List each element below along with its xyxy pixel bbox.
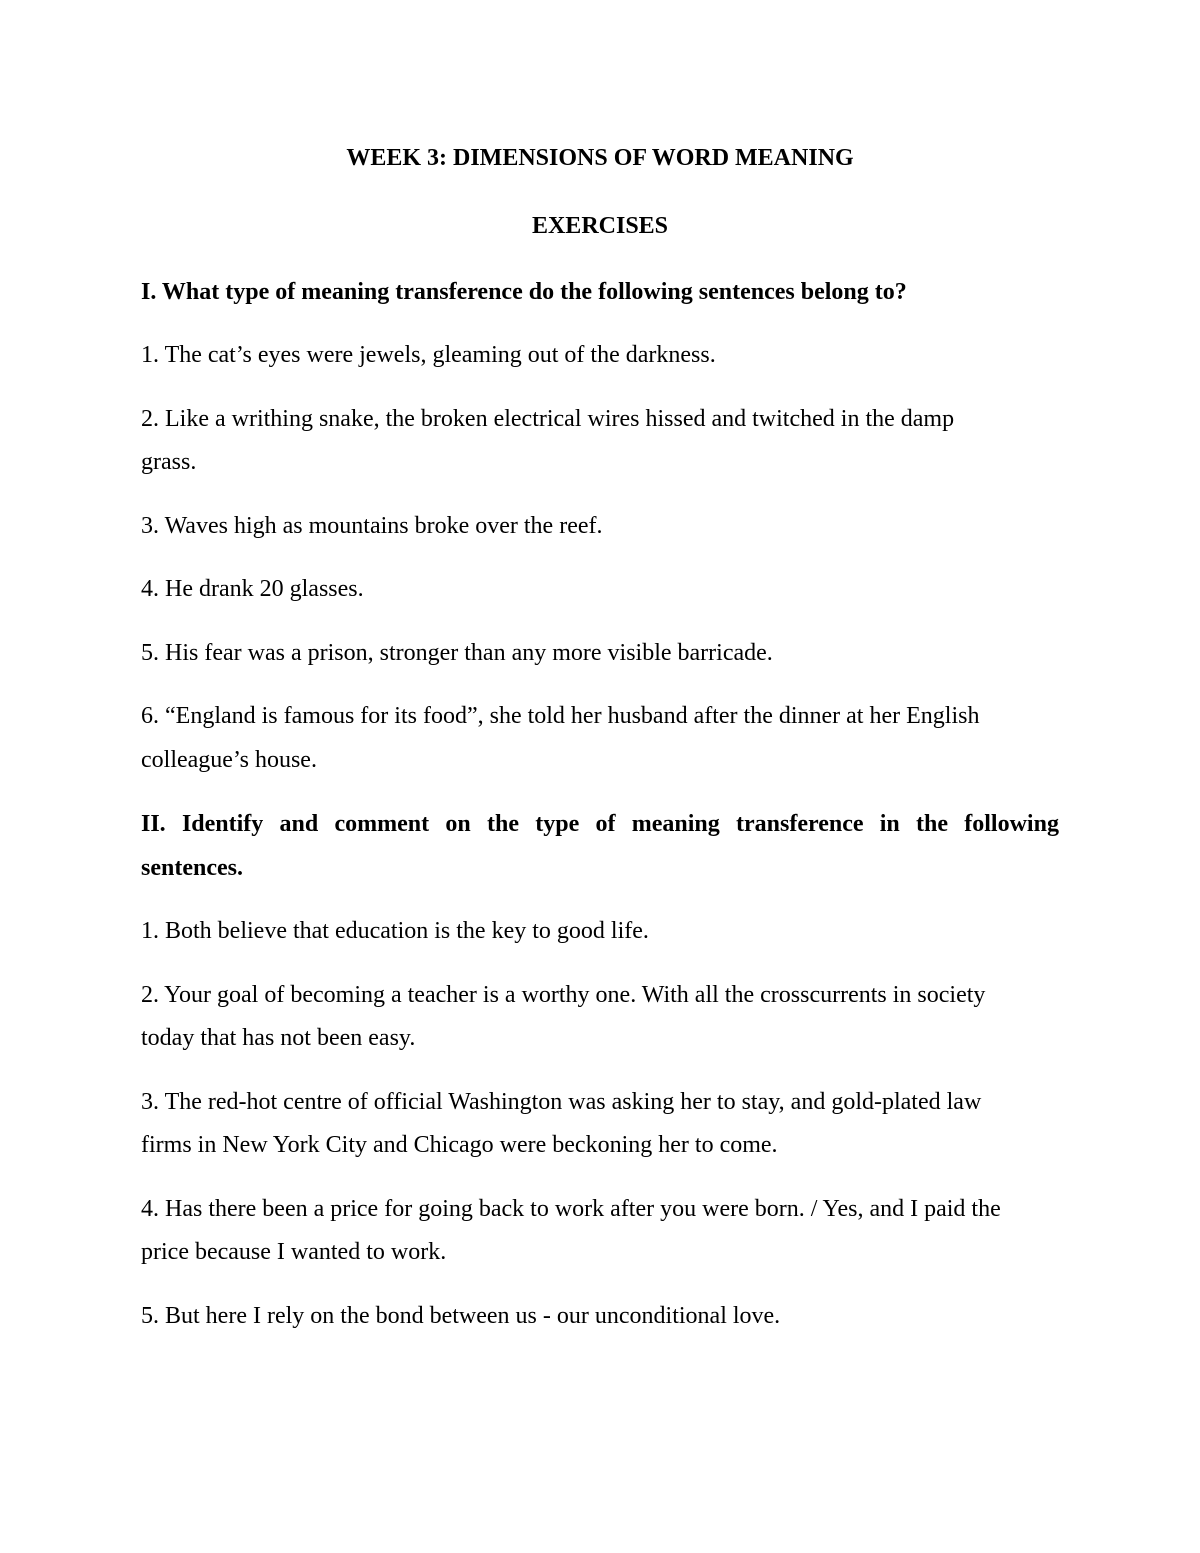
heading-word: II. bbox=[141, 811, 166, 837]
section-2-item-3-line-1: 3. The red-hot centre of official Washington was asking her to stay, and gold-plated law bbox=[141, 1089, 982, 1115]
section-2-item-4-line-1: 4. Has there been a price for going back to work after you were born. / Yes, and I paid the bbox=[141, 1196, 1001, 1222]
section-1-item-6-line-2: colleague’s house. bbox=[141, 747, 317, 773]
section-1-item-5: 5. His fear was a prison, stronger than any more visible barricade. bbox=[141, 640, 773, 666]
heading-word: Identify bbox=[181, 811, 264, 837]
heading-word: and bbox=[279, 811, 319, 837]
section-2-item-2-line-2: today that has not been easy. bbox=[141, 1025, 416, 1051]
section-2-heading-line-1 bbox=[141, 802, 1059, 846]
section-2-item-5: 5. But here I rely on the bond between us - our unconditional love. bbox=[141, 1303, 781, 1329]
heading-word: on bbox=[445, 811, 471, 837]
page-subtitle: EXERCISES bbox=[531, 213, 669, 239]
section-1-item-3: 3. Waves high as mountains broke over the reef. bbox=[141, 513, 603, 539]
heading-word: comment bbox=[334, 811, 430, 837]
section-2-heading-line-2: sentences. bbox=[141, 855, 243, 881]
heading-word: transference bbox=[736, 811, 864, 837]
section-1-item-6-line-1: 6. “England is famous for its food”, she told her husband after the dinner at her English bbox=[141, 703, 980, 729]
heading-word: the bbox=[916, 811, 949, 837]
section-2-item-1: 1. Both believe that education is the key to good life. bbox=[141, 918, 649, 944]
section-2-item-4-line-2: price because I wanted to work. bbox=[141, 1239, 447, 1265]
section-2-item-2-line-1: 2. Your goal of becoming a teacher is a worthy one. With all the crosscurrents in society bbox=[141, 982, 986, 1008]
heading-word: following bbox=[964, 811, 1059, 837]
page-title: WEEK 3: DIMENSIONS OF WORD MEANING bbox=[346, 145, 854, 171]
heading-word: meaning bbox=[631, 811, 720, 837]
section-2-item-3-line-2: firms in New York City and Chicago were beckoning her to come. bbox=[141, 1132, 778, 1158]
section-1-item-1: 1. The cat’s eyes were jewels, gleaming out of the darkness. bbox=[141, 342, 716, 368]
section-1-item-4: 4. He drank 20 glasses. bbox=[141, 576, 364, 602]
heading-word: the bbox=[486, 811, 519, 837]
section-1-item-2-line-1: 2. Like a writhing snake, the broken electrical wires hissed and twitched in the damp bbox=[141, 406, 955, 432]
heading-word: of bbox=[595, 811, 616, 837]
heading-word: type bbox=[535, 811, 580, 837]
section-1-item-2-line-2: grass. bbox=[141, 449, 197, 475]
section-1-heading: I. What type of meaning transference do the following sentences belong to? bbox=[141, 279, 907, 305]
heading-word: in bbox=[879, 811, 900, 837]
